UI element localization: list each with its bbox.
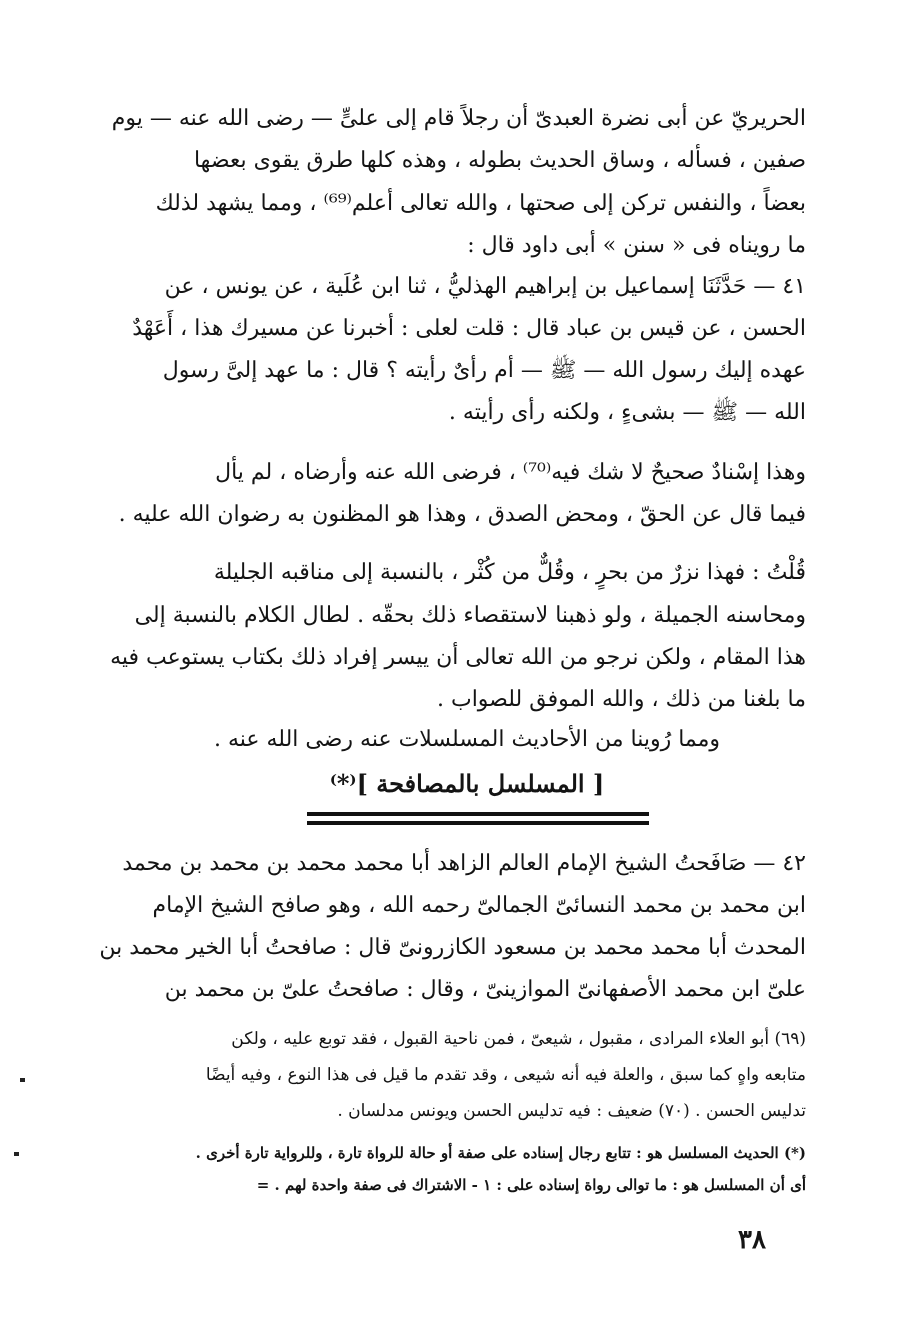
body-line: قُلْتُ : فهذا نزرٌ من بحرٍ ، وقُلٌّ من كُثْر ، بالنسبة إلى مناقبه الجليلة: [213, 560, 806, 585]
body-line: بعضاً ، والنفس تركن إلى صحتها ، والله تعالى أعلم⁽⁶⁹⁾ ، ومما يشهد لذلك: [155, 191, 806, 216]
body-line: ومما رُوينا من الأحاديث المسلسلات عنه رضى الله عنه .: [213, 727, 721, 752]
body-line: ابن محمد بن محمد النسائىّ الجمالىّ رحمه الله ، وهو صافح الشيخ الإمام: [152, 893, 806, 918]
body-line: ٤٢ — صَافَحتُ الشيخ الإمام العالم الزاهد أبا محمد محمد بن محمد بن محمد: [122, 851, 806, 876]
body-line: ما رويناه فى « سنن » أبى داود قال :: [467, 233, 806, 258]
scan-mark: [20, 1078, 25, 1082]
body-line: ٤١ — حَدَّثَنَا إسماعيل بن إبراهيم الهذليُّ ، ثنا ابن عُلَية ، عن يونس ، عن: [164, 274, 806, 299]
body-line: الله — ﷺ — بشىءٍ ، ولكنه رأى رأيته .: [448, 400, 806, 425]
body-line: المحدث أبا محمد محمد بن مسعود الكازرونىّ قال : صافحتُ أبا الخير محمد بن: [99, 935, 806, 960]
footnote-line: (٦٩) أبو العلاء المرادى ، مقبول ، شيعىّ ، فمن ناحية القبول ، فقد توبع عليه ، ولكن: [231, 1029, 806, 1049]
star-note-line: أى أن المسلسل هو : ما توالى رواة إسناده على : ١ - الاشتراك فى صفة واحدة لهم . =: [256, 1176, 806, 1194]
star-note-line: (*) الحديث المسلسل هو : تتابع رجال إسناده على صفة أو حالة للرواة تارة ، وللرواية تارة أخرى .: [195, 1144, 806, 1162]
page-number: ٣٨: [738, 1225, 766, 1255]
body-line: فيما قال عن الحقّ ، ومحض الصدق ، وهذا هو المظنون به رضوان الله عليه .: [118, 502, 806, 527]
footnote-line: تدليس الحسن . (٧٠) ضعيف : فيه تدليس الحسن ويونس مدلسان .: [337, 1101, 806, 1121]
body-line: صفين ، فسأله ، وساق الحديث بطوله ، وهذه كلها طرق يقوى بعضها: [193, 148, 806, 173]
heading-rule: [307, 812, 649, 816]
body-line: علىّ ابن محمد الأصفهانىّ الموازينىّ ، وقال : صافحتُ علىّ بن محمد بن: [164, 977, 806, 1002]
scan-mark: [14, 1152, 19, 1156]
body-line: وهذا إسْنادٌ صحيحٌ لا شك فيه⁽⁷⁰⁾ ، فرضى الله عنه وأرضاه ، لم يأل: [215, 460, 806, 485]
body-line: ومحاسنه الجميلة ، ولو ذهبنا لاستقصاء ذلك بحقّه . لطال الكلام بالنسبة إلى: [134, 603, 806, 628]
body-line: هذا المقام ، ولكن نرجو من الله تعالى أن ييسر إفراد ذلك بكتاب يستوعب فيه: [110, 645, 806, 670]
footnote-line: متابعه واهٍ كما سبق ، والعلة فيه أنه شيعى ، وقد تقدم ما قيل فى هذا النوع ، وفيه أيضًا: [205, 1065, 806, 1085]
body-line: عهده إليك رسول الله — ﷺ — أم رأىٌ رأيته ؟ قال : ما عهد إلىَّ رسول: [162, 358, 806, 383]
body-line: ما بلغنا من ذلك ، والله الموفق للصواب .: [437, 687, 806, 712]
body-line: الحريريّ عن أبى نضرة العبدىّ أن رجلاً قام إلى علىٍّ — رضى الله عنه — يوم: [111, 106, 806, 131]
section-heading: [ المسلسل بالمصافحة ]⁽*⁾: [329, 769, 605, 798]
body-line: الحسن ، عن قيس بن عباد قال : قلت لعلى : أخبرنا عن مسيرك هذا ، أَعَهْدٌ: [132, 316, 806, 341]
heading-rule: [307, 821, 649, 825]
